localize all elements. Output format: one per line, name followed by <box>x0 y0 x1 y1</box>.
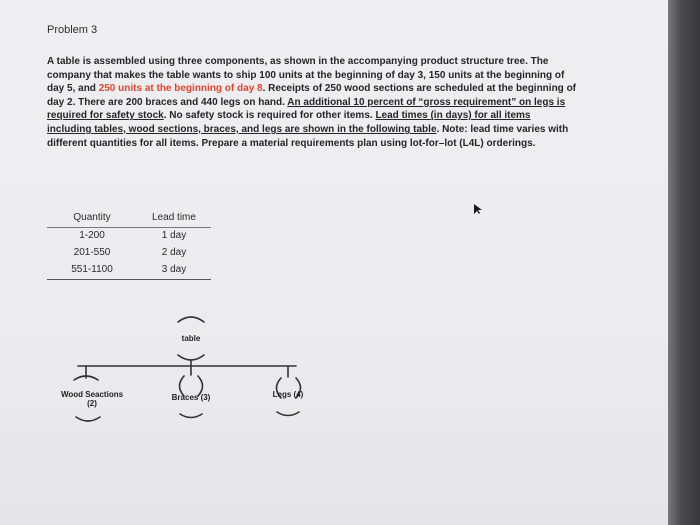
legs-bottom-bracket <box>277 412 299 416</box>
table-cell: 551-1100 <box>47 262 137 280</box>
tree-node-legs: Legs (4) <box>272 390 304 399</box>
tree-node-braces: Braces (3) <box>171 393 211 402</box>
underlined-text: Lead times (in days) for all items including tables, wood sections, braces, and legs are shown in the following table <box>47 110 531 135</box>
statement-text: . Note: lead time varies with different quantities for all items. Prepare a material requirements plan using lot-for–lot (L4L) orderings. <box>47 123 569 149</box>
highlight-day: day 8 <box>237 83 263 95</box>
table-cell: 3 day <box>137 262 211 280</box>
table-cell: 2 day <box>161 247 187 258</box>
statement-text: A table is assembled using three components, as shown in the accompanying product structure tree. The company that makes the table wants to ship 100 units at the beginning of day 3, 150 units at the beginning of day 5, and <box>47 56 565 95</box>
underlined-text: An additional 10 percent of “gross requirement” on <box>287 96 535 108</box>
tree-node-qty: (2) <box>87 399 97 408</box>
statement-text: . Receipts of 250 wood sections are scheduled at the beginning of day 2. There are 200 braces and 440 legs on hand. <box>47 83 577 108</box>
wood-bottom-bracket <box>76 417 100 421</box>
column-header: Quantity <box>47 210 137 228</box>
tree-node-table: table <box>181 334 201 343</box>
tree-node-wood-sections <box>52 390 132 408</box>
underlined-legs: legs <box>534 96 555 108</box>
highlight-text: 250 units at the beginning of <box>98 83 238 95</box>
root-top-bracket <box>178 317 204 322</box>
table-cell: 1-200 <box>79 230 105 241</box>
problem-title: Problem 3 <box>47 24 98 36</box>
underlined-text: is required for safety stock <box>47 96 566 122</box>
tree-node-label: Wood Seactions <box>60 390 124 399</box>
braces-bottom-bracket <box>180 414 202 418</box>
statement-text: . No safety stock is required for other items. <box>163 110 376 122</box>
monitor-bezel <box>668 0 700 525</box>
column-header: Lead time <box>137 210 211 228</box>
table-cell: 201-550 <box>73 247 111 258</box>
table-cell: 1 day <box>161 230 187 241</box>
